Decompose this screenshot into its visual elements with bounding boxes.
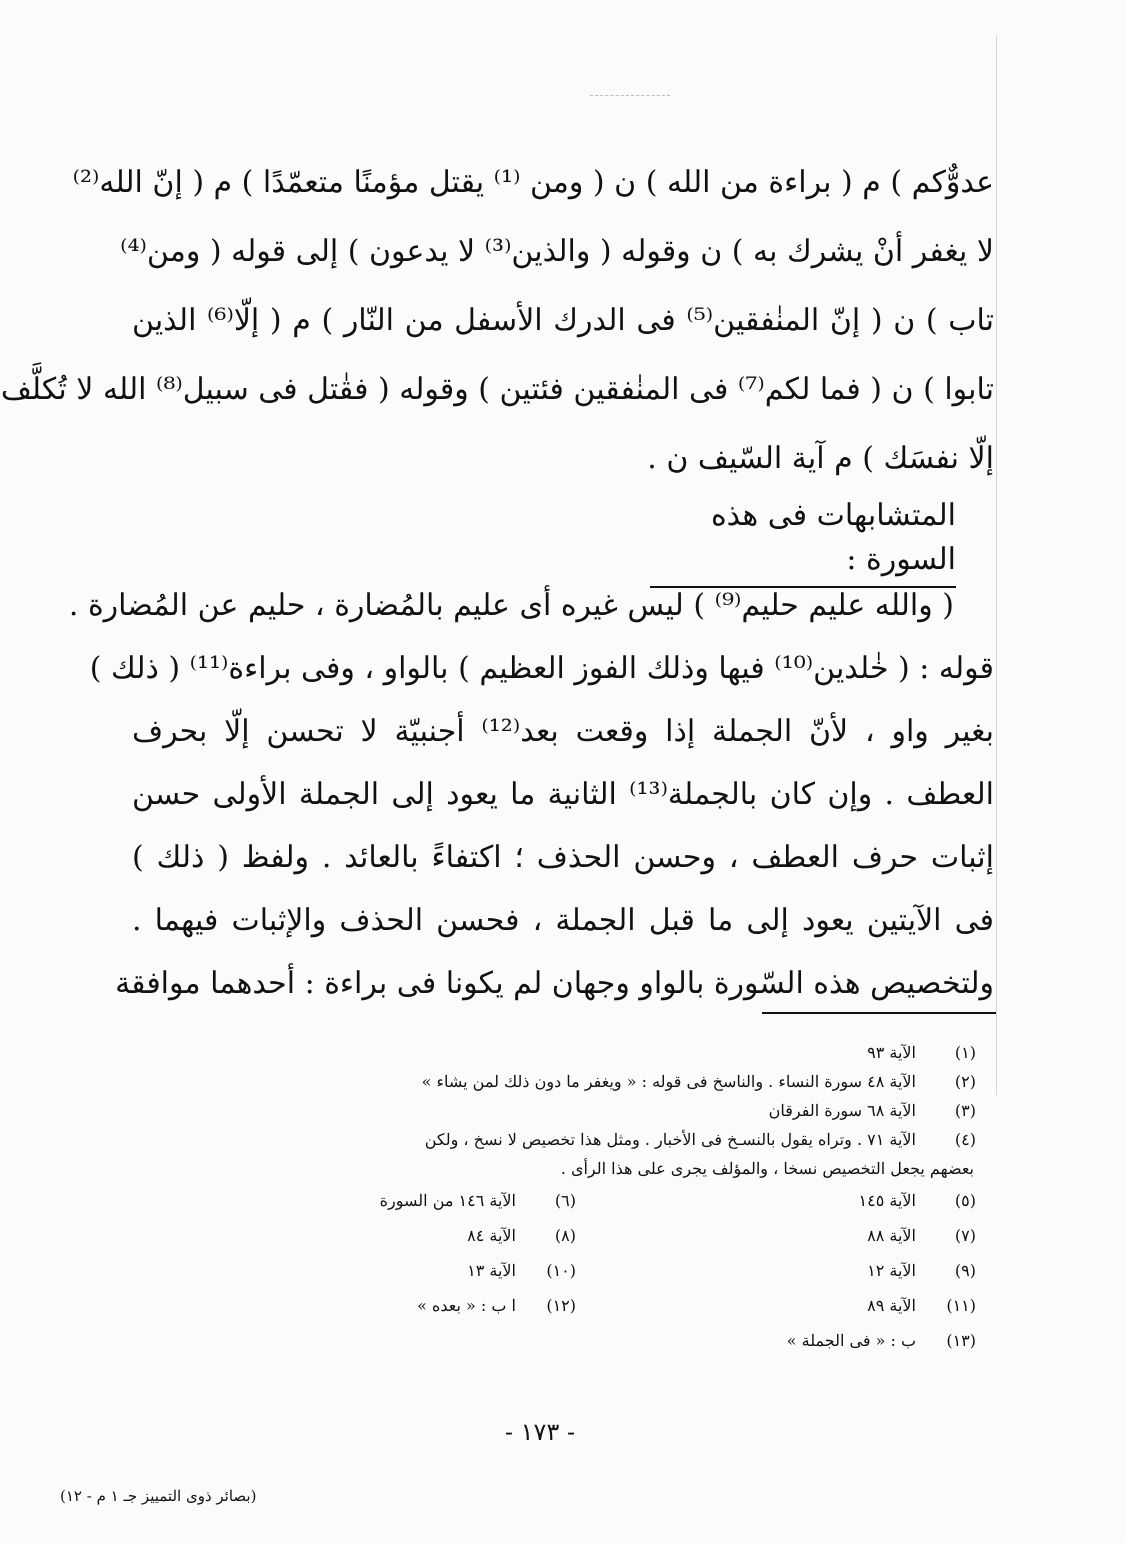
footnotes [100,1038,976,1358]
footnote-text: الآية ١٢ [867,1261,916,1280]
footnote-text: الآية ٩٣ [867,1043,916,1062]
footnote-text: الآية ٤٨ سورة النساء . والناسخ فى قوله : « ويغفر ما دون ذلك لمن يشاء » [421,1072,916,1091]
footnote-pair [100,1183,976,1218]
footnote-number: (١) [954,1043,976,1062]
footnote-text: ا ب : « بعده » [417,1296,516,1315]
footnote-text: الآية ٨٤ [467,1226,516,1245]
text-line: بغير واو ، لأنّ الجملة إذا وقعت بعد⁽¹²⁾ أجنبيّة لا تحسن إلّا بحرف [132,714,994,749]
text-line: فى الآيتين يعود إلى ما قبل الجملة ، فحسن الحذف والإثبات فيهما . [132,903,994,938]
text-line: قوله : ( خٰلدين⁽¹⁰⁾ فيها وذلك الفوز العظيم ) بالواو ، وفى براءة⁽¹¹⁾ ( ذلك ) [89,651,994,686]
scan-mark [590,95,670,96]
footnote-text: الآية ١٤٦ من السورة [379,1191,516,1210]
footnote-number: (١٣) [946,1331,976,1350]
footnote-pair [100,1323,976,1358]
footnote-number: (٢) [954,1072,976,1091]
text-line: إلّا نفسَك ) م آية السّيف ن . [647,441,994,476]
footnote-number: (١٢) [546,1296,576,1315]
main-paragraph [68,574,994,1015]
footnote [176,1253,576,1288]
footnote [100,1125,976,1154]
footnote-text: الآية ٦٨ سورة الفرقان [768,1101,916,1120]
text-line: عدوٌّكم ) م ( براءة من الله ) ن ( ومن ⁽¹⁾ يقتل مؤمنًا متعمّدًا ) م ( إنّ الله⁽²⁾ [72,165,994,200]
footnote [576,1323,976,1358]
footnote-number: (١١) [946,1296,976,1315]
footnote-number: (٣) [954,1101,976,1120]
footnote-number: (٥) [954,1191,976,1210]
footnote-number: (٩) [954,1261,976,1280]
text-line: ( والله عليم حليم⁽⁹⁾ ) ليس غيره أى عليم بالمُضارة ، حليم عن المُضارة . [68,588,954,623]
footnote [576,1218,976,1253]
footnote-number: (٤) [954,1130,976,1149]
footnote [100,1096,976,1125]
footnote-number: (١٠) [546,1261,576,1280]
footnote-pair [100,1253,976,1288]
text-line: تابوا ) ن ( فما لكم⁽⁷⁾ فى المنٰفقين فئتين ) وقوله ( فقٰتل فى سبيل⁽⁸⁾ الله لا تُكلَّف [0,372,994,407]
text-line: لا يغفر أنْ يشرك به ) ن وقوله ( والذين⁽³⁾ لا يدعون ) إلى قوله ( ومن⁽⁴⁾ [120,234,994,269]
footnote [176,1183,576,1218]
footnote [100,1038,976,1067]
footnote-number: (٧) [954,1226,976,1245]
footnote-text: الآية ١٣ [467,1261,516,1280]
margin-line [996,35,997,1095]
footnote-text: ب : « فى الجملة » [786,1331,916,1350]
source-line: (بصائر ذوى التمييز جـ ١ م - ١٢) [60,1487,257,1505]
footnote [576,1253,976,1288]
text-line: إثبات حرف العطف ، وحسن الحذف ؛ اكتفاءً بالعائد . ولفظ ( ذلك ) [132,840,994,875]
footnote [576,1288,976,1323]
footnote-pair [100,1218,976,1253]
footnote-text: الآية ٨٩ [867,1296,916,1315]
footnote [176,1288,576,1323]
footnote-separator [762,1012,996,1014]
footnote-number: (٨) [554,1226,576,1245]
footnote-pair [100,1288,976,1323]
footnote [576,1183,976,1218]
footnote-text: الآية ٧١ . وتراه يقول بالنسـخ فى الأخبار . ومثل هذا تخصيص لا نسخ ، ولكن [424,1130,916,1149]
page-number: - ١٧٣ - [504,1418,576,1446]
text-line: تاب ) ن ( إنّ المنٰفقين⁽⁵⁾ فى الدرك الأسفل من النّار ) م ( إلّا⁽⁶⁾ الذين [132,303,994,338]
section-heading: المتشابهات فى هذه السورة : [650,494,956,588]
footnote [100,1067,976,1096]
footnote-number: (٦) [554,1191,576,1210]
text-line: العطف . وإن كان بالجملة⁽¹³⁾ الثانية ما يعود إلى الجملة الأولى حسن [132,777,994,812]
text-line: ولتخصيص هذه السّورة بالواو وجهان لم يكونا فى براءة : أحدهما موافقة [115,966,994,1001]
intro-paragraph [0,148,994,493]
footnote-text: الآية ١٤٥ [858,1191,916,1210]
footnote-text: الآية ٨٨ [867,1226,916,1245]
footnote-continuation: بعضهم يجعل التخصيص نسخا ، والمؤلف يجرى على هذا الرأى . [560,1159,974,1178]
footnote [176,1218,576,1253]
